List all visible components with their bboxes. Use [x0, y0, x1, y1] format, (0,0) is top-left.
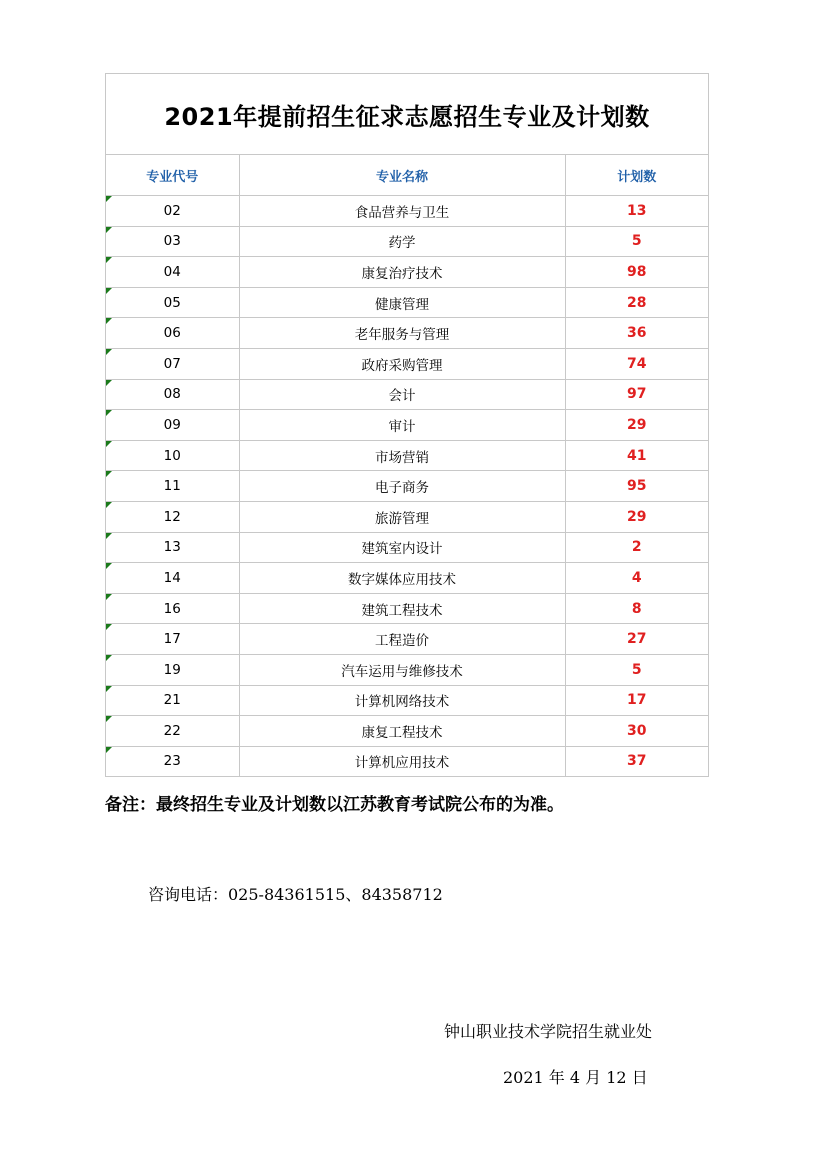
issuing-organization: 钟山职业技术学院招生就业处 — [444, 1022, 653, 1041]
table-row — [106, 501, 708, 532]
major-code-cell — [106, 471, 239, 502]
table-row — [106, 410, 708, 441]
table-row — [106, 654, 708, 685]
cell-flag-icon — [106, 716, 112, 722]
table-body — [106, 196, 708, 777]
major-code: 03 — [163, 233, 181, 250]
table-row — [106, 257, 708, 288]
cell-flag-icon — [106, 533, 112, 539]
major-code: 10 — [163, 447, 181, 464]
table-row — [106, 348, 708, 379]
major-name: 计算机应用技术 — [239, 746, 565, 776]
major-code: 05 — [163, 294, 181, 311]
table-row — [106, 532, 708, 563]
major-code-cell — [106, 593, 239, 624]
major-code-cell — [106, 318, 239, 349]
cell-flag-icon — [106, 594, 112, 600]
major-name: 工程造价 — [239, 624, 565, 655]
remark-note: 备注：最终招生专业及计划数以江苏教育考试院公布的为准。 — [105, 795, 564, 815]
cell-flag-icon — [106, 410, 112, 416]
major-code: 12 — [163, 508, 181, 525]
major-name: 汽车运用与维修技术 — [239, 654, 565, 685]
table-row — [106, 379, 708, 410]
major-code: 16 — [163, 600, 181, 617]
cell-flag-icon — [106, 318, 112, 324]
major-name: 旅游管理 — [239, 501, 565, 532]
major-code-cell — [106, 226, 239, 257]
header-plan-count: 计划数 — [565, 155, 708, 196]
major-code-cell — [106, 532, 239, 563]
plan-count: 29 — [565, 501, 708, 532]
major-name: 药学 — [239, 226, 565, 257]
plan-count: 27 — [565, 624, 708, 655]
plan-count: 97 — [565, 379, 708, 410]
cell-flag-icon — [106, 655, 112, 661]
major-name: 康复工程技术 — [239, 716, 565, 747]
major-name: 健康管理 — [239, 287, 565, 318]
plan-count: 13 — [565, 196, 708, 227]
major-code-cell — [106, 654, 239, 685]
major-code-cell — [106, 348, 239, 379]
plan-count: 37 — [627, 753, 647, 770]
plan-count: 5 — [565, 654, 708, 685]
major-code: 11 — [163, 478, 181, 495]
major-code-cell — [106, 196, 239, 227]
plan-count: 41 — [565, 440, 708, 471]
major-code: 04 — [163, 263, 181, 280]
plan-count: 74 — [565, 348, 708, 379]
table-row — [106, 746, 708, 776]
major-code-cell — [106, 685, 239, 716]
major-code-cell — [106, 287, 239, 318]
major-name: 计算机网络技术 — [239, 685, 565, 716]
major-name: 建筑室内设计 — [239, 532, 565, 563]
plan-count: 4 — [565, 563, 708, 594]
major-code: 22 — [163, 722, 181, 739]
cell-flag-icon — [106, 227, 112, 233]
cell-flag-icon — [106, 288, 112, 294]
major-code: 06 — [163, 325, 181, 342]
plan-count: 5 — [565, 226, 708, 257]
major-code: 17 — [163, 631, 181, 648]
table-row — [106, 440, 708, 471]
major-code: 09 — [163, 416, 181, 433]
enrollment-plan-sheet — [105, 73, 709, 777]
table-row — [106, 685, 708, 716]
major-name: 电子商务 — [239, 471, 565, 502]
cell-flag-icon — [106, 502, 112, 508]
major-name: 会计 — [239, 379, 565, 410]
plan-count: 98 — [565, 257, 708, 288]
cell-flag-icon — [106, 686, 112, 692]
table-header-row — [106, 155, 708, 196]
cell-flag-icon — [106, 471, 112, 477]
major-name: 老年服务与管理 — [239, 318, 565, 349]
cell-flag-icon — [106, 196, 112, 202]
enrollment-table — [106, 155, 708, 776]
plan-count: 95 — [565, 471, 708, 502]
cell-flag-icon — [106, 349, 112, 355]
plan-count: 36 — [565, 318, 708, 349]
major-code: 14 — [163, 569, 181, 586]
document-title: 2021年提前招生征求志愿招生专业及计划数 — [106, 74, 708, 155]
major-code-cell — [106, 440, 239, 471]
cell-flag-icon — [106, 380, 112, 386]
table-row — [106, 624, 708, 655]
table-row — [106, 196, 708, 227]
plan-count: 28 — [565, 287, 708, 318]
table-row — [106, 226, 708, 257]
table-row — [106, 563, 708, 594]
plan-count: 8 — [565, 593, 708, 624]
plan-count: 29 — [565, 410, 708, 441]
major-code: 21 — [163, 692, 181, 709]
major-name: 食品营养与卫生 — [239, 196, 565, 227]
table-row — [106, 716, 708, 747]
major-code-cell — [106, 746, 239, 776]
issue-date: 2021 年 4 月 12 日 — [503, 1068, 648, 1087]
major-name: 审计 — [239, 410, 565, 441]
major-code: 08 — [163, 386, 181, 403]
major-code-cell — [106, 716, 239, 747]
major-code-cell — [106, 501, 239, 532]
major-code: 02 — [163, 202, 181, 219]
table-row — [106, 593, 708, 624]
contact-phone: 咨询电话：025-84361515、84358712 — [148, 885, 443, 904]
major-name: 数字媒体应用技术 — [239, 563, 565, 594]
major-code-cell — [106, 624, 239, 655]
table-row — [106, 287, 708, 318]
major-code-cell — [106, 379, 239, 410]
cell-flag-icon — [106, 441, 112, 447]
cell-flag-icon — [106, 257, 112, 263]
major-name: 康复治疗技术 — [239, 257, 565, 288]
major-code-cell — [106, 257, 239, 288]
table-row — [106, 318, 708, 349]
cell-flag-icon — [106, 563, 112, 569]
plan-count: 2 — [565, 532, 708, 563]
header-major-name: 专业名称 — [239, 155, 565, 196]
table-row — [106, 471, 708, 502]
cell-flag-icon — [106, 624, 112, 630]
header-major-code: 专业代号 — [106, 155, 239, 196]
cell-flag-icon — [106, 747, 112, 753]
major-code-cell — [106, 563, 239, 594]
plan-count: 30 — [565, 716, 708, 747]
major-code: 13 — [163, 539, 181, 556]
major-code: 07 — [163, 355, 181, 372]
major-name: 政府采购管理 — [239, 348, 565, 379]
major-name: 建筑工程技术 — [239, 593, 565, 624]
major-code: 23 — [163, 753, 181, 770]
major-name: 市场营销 — [239, 440, 565, 471]
major-code: 19 — [163, 661, 181, 678]
plan-count: 17 — [565, 685, 708, 716]
major-code-cell — [106, 410, 239, 441]
